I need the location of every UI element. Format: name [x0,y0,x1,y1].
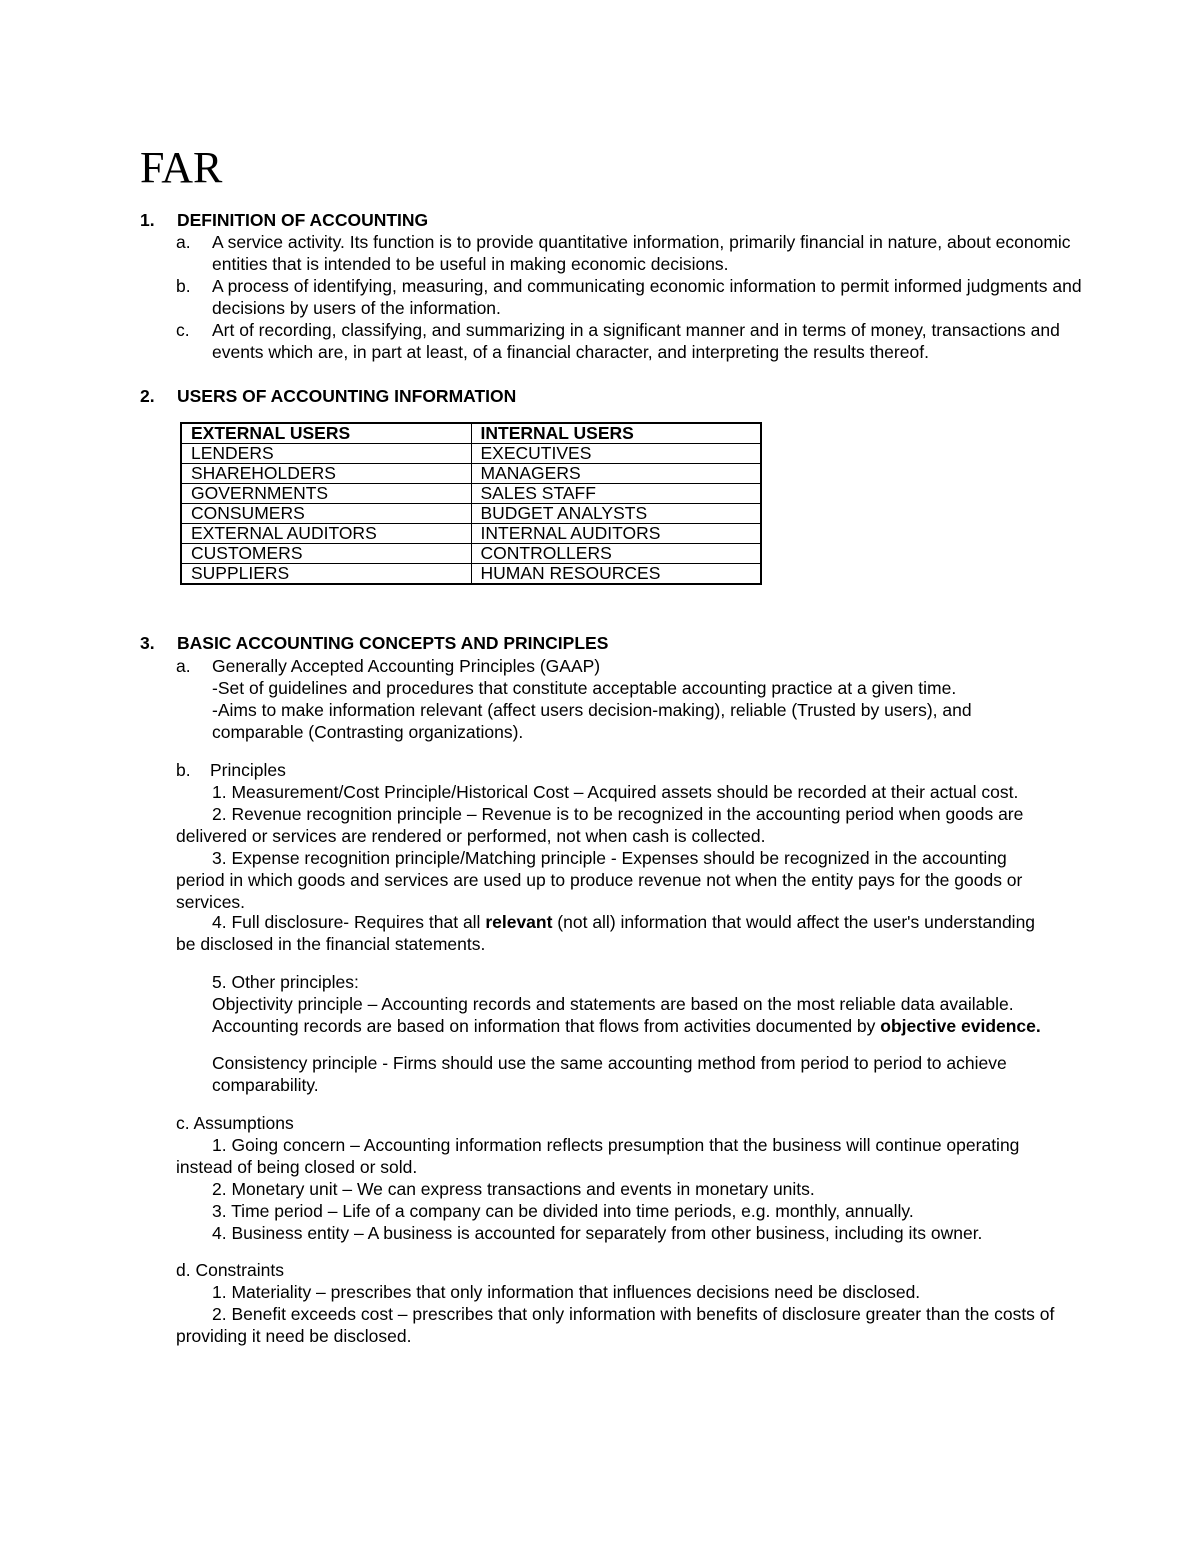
table-cell: INTERNAL AUDITORS [471,524,761,544]
item-a-letter: a. [176,656,191,676]
section-3-number: 3. [140,633,155,653]
table-row [181,504,761,524]
section-2-number: 2. [140,386,155,406]
definition-a-text: A service activity. Its function is to provide quantitative information, primarily financial in nature, about economic entities that is intended to be useful in making economic decisions. [212,232,1071,274]
table-cell: SHAREHOLDERS [181,464,471,484]
page-title: FAR [140,143,223,192]
assumption-4: 4. Business entity – A business is accounted for separately from other business, including its owner. [212,1223,983,1243]
table-cell: SALES STAFF [471,484,761,504]
users-table [180,422,762,585]
item-b-letter: b. [176,760,191,780]
item-a-letter: a. [176,232,191,252]
assumption-1: 1. Going concern – Accounting information reflects presumption that the business will continue operating instead of being closed or sold. [176,1135,1020,1177]
table-header-row [181,423,761,444]
table-cell: SUPPLIERS [181,564,471,585]
table-cell: GOVERNMENTS [181,484,471,504]
assumptions-label: c. Assumptions [176,1113,294,1133]
table-cell: CONSUMERS [181,504,471,524]
principle-2: 2. Revenue recognition principle – Revenue is to be recognized in the accounting period when goods are delivered or services are rendered or performed, not when cash is collected. [176,804,1024,846]
table-row [181,484,761,504]
gaap-line-2: -Aims to make information relevant (affect users decision-making), reliable (Trusted by users), and comparable (Contrasting organizations). [212,700,972,742]
principle-1: 1. Measurement/Cost Principle/Historical Cost – Acquired assets should be recorded at their actual cost. [212,782,1019,802]
table-row [181,544,761,564]
definition-c-text: Art of recording, classifying, and summarizing in a significant manner and in terms of money, transactions and events which are, in part at least, of a financial character, and interpreting the results thereof. [212,320,1060,362]
definition-b-text: A process of identifying, measuring, and communicating economic information to permit informed judgments and decisions by users of the information. [212,276,1082,318]
principle-3: 3. Expense recognition principle/Matching principle - Expenses should be recognized in the accounting period in which goods and services are used up to produce revenue not when the entity pays for the goods or services. [176,848,1023,912]
objectivity-emphasis: objective evidence. [880,1016,1041,1036]
consistency-principle: Consistency principle - Firms should use the same accounting method from period to period to achieve comparability. [212,1053,1007,1095]
item-b-letter: b. [176,276,191,296]
gaap-line-1: -Set of guidelines and procedures that constitute acceptable accounting practice at a given time. [212,678,957,698]
table-cell: MANAGERS [471,464,761,484]
section-1-number: 1. [140,210,155,230]
table-row [181,564,761,585]
internal-users-header: INTERNAL USERS [471,423,761,444]
constraints-label: d. Constraints [176,1260,284,1280]
table-cell: EXTERNAL AUDITORS [181,524,471,544]
section-2-heading: USERS OF ACCOUNTING INFORMATION [177,386,517,406]
table-row [181,444,761,464]
assumption-3: 3. Time period – Life of a company can be divided into time periods, e.g. monthly, annually. [212,1201,914,1221]
gaap-label: Generally Accepted Accounting Principles (GAAP) [212,656,601,676]
principles-label: Principles [210,760,286,780]
table-cell: HUMAN RESOURCES [471,564,761,585]
constraint-2: 2. Benefit exceeds cost – prescribes that only information with benefits of disclosure greater than the costs of providing it need be disclosed. [176,1304,1055,1346]
objectivity-text: Objectivity principle – Accounting records and statements are based on the most reliable data available. Accounting records are based on information that flows from activities documented by [212,994,1014,1036]
table-cell: CONTROLLERS [471,544,761,564]
principle-4-emphasis: relevant [485,912,553,932]
constraint-1: 1. Materiality – prescribes that only information that influences decisions need be disclosed. [212,1282,921,1302]
external-users-header: EXTERNAL USERS [181,423,471,444]
table-cell: LENDERS [181,444,471,464]
other-principles-label: 5. Other principles: [212,972,359,992]
principle-4 [176,911,1056,955]
table-cell: BUDGET ANALYSTS [471,504,761,524]
principle-4-text-a: 4. Full disclosure- Requires that all [212,912,486,932]
objectivity-principle [212,993,1082,1037]
item-c-letter: c. [176,320,190,340]
table-cell: EXECUTIVES [471,444,761,464]
table-row [181,524,761,544]
table-cell: CUSTOMERS [181,544,471,564]
section-3-heading: BASIC ACCOUNTING CONCEPTS AND PRINCIPLES [177,633,609,653]
principle-4-text-b: (not all) information that would affect the user's understanding be disclosed in the financial statements. [176,912,1036,954]
assumption-2: 2. Monetary unit – We can express transactions and events in monetary units. [212,1179,815,1199]
table-row [181,464,761,484]
section-1-heading: DEFINITION OF ACCOUNTING [177,210,429,230]
